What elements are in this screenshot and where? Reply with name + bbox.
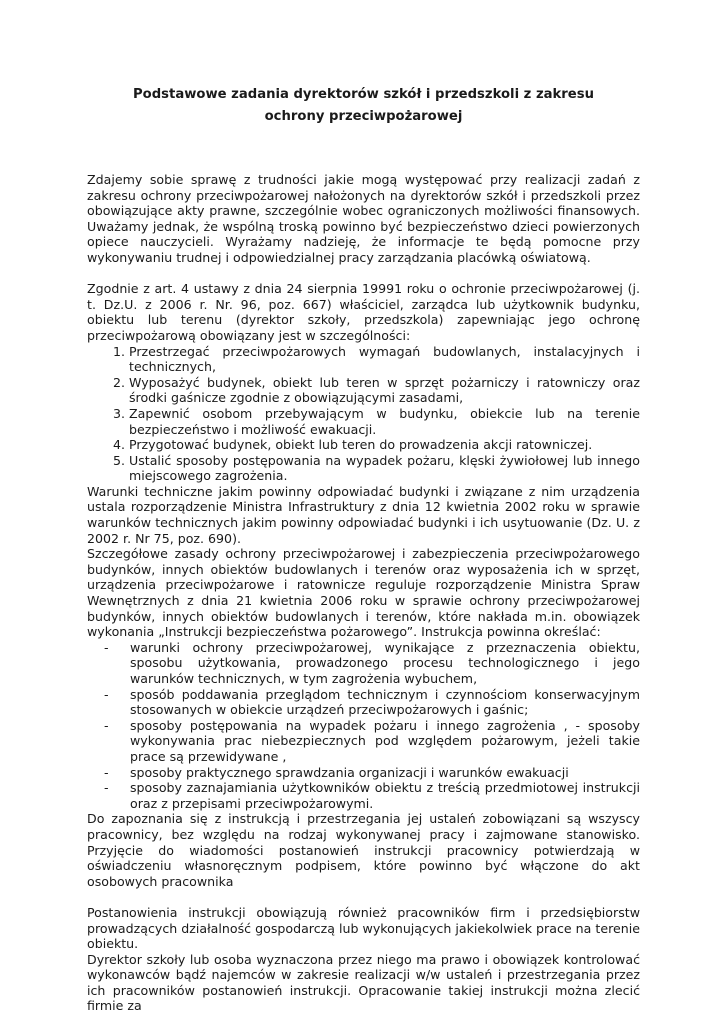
duty-item: 1. Przestrzegać przeciwpożarowych wymagań budowlanych, instalacyjnych i technicznych, <box>129 344 640 375</box>
intro-paragraph: Zdajemy sobie sprawę z trudności jakie mogą występować przy realizacji zadań z zakresu ochrony przeciwpożarowej nałożonych na dyrektorów szkół i przedszkoli przez obowiązujące akty prawne, szczególnie wobec ograniczonych możliwości finansowych. Uważamy jednak, że wspólną troską powinno być bezpieczeństwo dzieci powierzonych opiece nauczycieli. Wyrażamy nadzieję, że informacje te będą pomocne przy wykonywaniu trudnej i odpowiedzialnej pracy zarządzania placówką oświatową. <box>87 172 640 265</box>
instruction-item: - warunki ochrony przeciwpożarowej, wynikające z przeznaczenia obiektu, sposobu użytkowania, prowadzonego procesu technologicznego i jego warunków technicznych, w tym zagrożenia wybuchem, <box>104 640 640 687</box>
duty-item: 4. Przygotować budynek, obiekt lub teren do prowadzenia akcji ratowniczej. <box>129 437 640 453</box>
duty-item: 5. Ustalić sposoby postępowania na wypadek pożaru, klęski żywiołowej lub innego miejscowego zagrożenia. <box>129 453 640 484</box>
instruction-item: - sposób poddawania przeglądom technicznym i czynnościom konserwacyjnym stosowanych w obiekcie urządzeń przeciwpożarowych i gaśnic; <box>104 687 640 718</box>
law-intro-paragraph: Zgodnie z art. 4 ustawy z dnia 24 sierpnia 19991 roku o ochronie przeciwpożarowej (j. t. Dz.U. z 2006 r. Nr. 96, poz. 667) właściciel, zarządca lub użytkownik budynku, obiektu lub terenu (dyrektor szkoły, przedszkola) zapewniając jego ochronę przeciwpożarową obowiązany jest w szczególności: <box>87 281 640 343</box>
duty-item: 2. Wyposażyć budynek, obiekt lub teren w sprzęt pożarniczy i ratowniczy oraz środki gaśnicze zgodnie z obowiązującymi zasadami, <box>129 375 640 406</box>
duty-item: 3. Zapewnić osobom przebywającym w budynku, obiekcie lub na terenie bezpieczeństwo i możliwość ewakuacji. <box>129 406 640 437</box>
detailed-rules-paragraph: Szczegółowe zasady ochrony przeciwpożarowej i zabezpieczenia przeciwpożarowego budynków, innych obiektów budowlanych i terenów oraz wyposażenia ich w sprzęt, urządzenia przeciwpożarowe i ratownicze reguluje rozporządzenie Ministra Spraw Wewnętrznych z dnia 21 kwietnia 2006 roku w sprawie ochrony przeciwpożarowej budynków, innych obiektów budowlanych i terenów, które nakłada m.in. obowiązek wykonania „Instrukcji bezpieczeństwa pożarowego”. Instrukcja powinna określać: <box>87 546 640 640</box>
document-title: Podstawowe zadania dyrektorów szkół i przedszkoli z zakresu ochrony przeciwpożarowej <box>133 87 594 124</box>
instruction-item: - sposoby praktycznego sprawdzania organizacji i warunków ewakuacji <box>104 765 640 781</box>
instruction-items-list <box>87 640 640 812</box>
duties-list <box>87 344 640 484</box>
instruction-item: - sposoby postępowania na wypadek pożaru i innego zagrożenia , - sposoby wykonywania prac niebezpiecznych pod względem pożarowym, jeżeli takie prace są przewidywane , <box>104 718 640 765</box>
contractors-paragraph: Postanowienia instrukcji obowiązują również pracowników firm i przedsiębiorstw prowadzących działalność gospodarczą lub wykonujących jakiekolwiek prace na terenie obiektu. <box>87 904 640 952</box>
director-paragraph: Dyrektor szkoły lub osoba wyznaczona przez niego ma prawo i obowiązek kontrolować wykonawców bądź najemców w zakresie realizacji w/w ustaleń i przestrzegania przez ich pracowników postanowień instrukcji. Opracowanie takiej instrukcji można zlecić firmie za <box>87 951 640 1014</box>
employees-paragraph: Do zapoznania się z instrukcją i przestrzegania jej ustaleń zobowiązani są wszyscy pracownicy, bez względu na rodzaj wykonywanej pracy i zajmowane stanowisko. Przyjęcie do wiadomości postanowień instrukcji pracownicy potwierdzają w oświadczeniu własnoręcznym podpisem, które powinno być włączone do akt osobowych pracownika <box>87 811 640 889</box>
instruction-item: - sposoby zaznajamiania użytkowników obiektu z treścią przedmiotowej instrukcji oraz z przepisami przeciwpożarowymi. <box>104 780 640 811</box>
technical-conditions-paragraph: Warunki techniczne jakim powinny odpowiadać budynki i związane z nim urządzenia ustala rozporządzenie Ministra Infrastruktury z dnia 12 kwietnia 2002 roku w sprawie warunków technicznych jakim powinny odpowiadać budynki i ich usytuowanie (Dz. U. z 2002 r. Nr 75, poz. 690). <box>87 483 640 546</box>
